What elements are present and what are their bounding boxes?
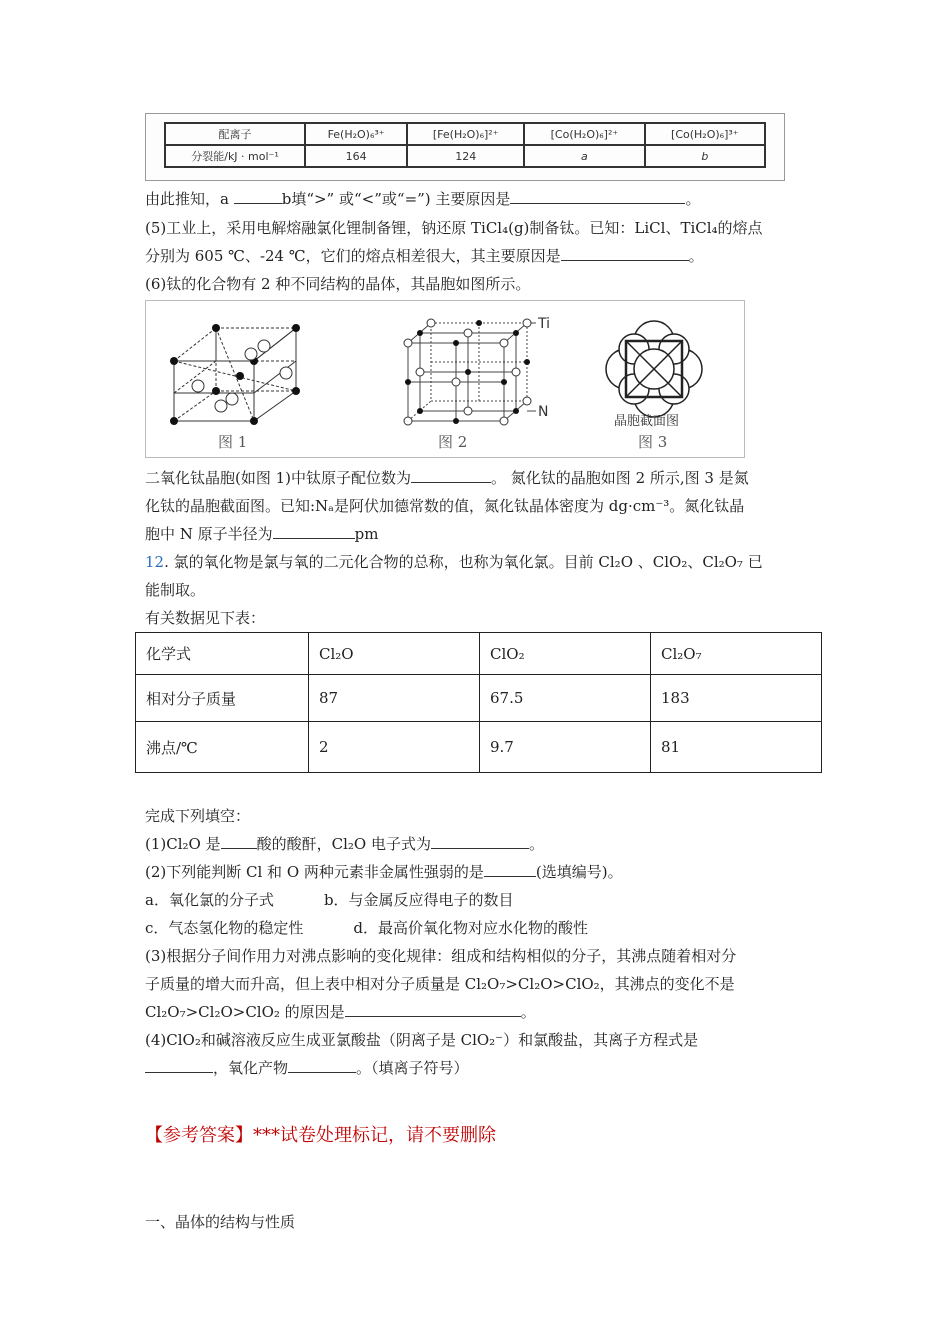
option-c: c．气态氢化物的稳定性 [145,919,304,937]
p2-text: (选填编号)。 [535,863,623,881]
options-ab [145,890,514,910]
fig1-rutile-cell [174,328,296,421]
table-cell: 87 [309,675,480,722]
q6-text: 二氧化钛晶胞(如图 1)中钛原子配位数为 [145,469,412,487]
table-row [136,722,822,773]
p4-text: ，氧化产物 [213,1059,289,1077]
split-energy-table-image [145,113,785,181]
fig2-n-label: N [538,404,549,420]
option-a: a．氧化氯的分子式 [145,891,274,909]
answer-blank [288,1058,356,1073]
q12-line1 [145,552,763,572]
table-cell: 沸点/℃ [136,722,309,773]
options-cd [145,918,588,938]
p1-text: (1)Cl₂O 是 [145,835,221,853]
q4-line [145,189,700,209]
table-cell: 164 [305,145,407,167]
table-header-cell: Fe(H₂O)₆³⁺ [305,123,407,145]
table-cell: 124 [407,145,524,167]
table-header-cell: 化学式 [136,633,309,675]
p3-line1: (3)根据分子间作用力对沸点影响的变化规律：组成和结构相似的分子，其沸点随着相对分 [145,947,737,965]
table-cell: 9.7 [480,722,651,773]
p3-line2: 子质量的增大而升高，但上表中相对分子质量是 Cl₂O₇>Cl₂O>ClO₂，其沸点的变化不是 [145,975,735,993]
q6-text-line2: 化钛的晶胞截面图。已知:Nₐ是阿伏加德常数的值，氮化钛晶体密度为 dg·cm⁻³。氮化钛晶 [145,497,745,515]
p2-line [145,862,623,882]
table-cell: a [524,145,644,167]
table-header-cell: [Co(H₂O)₆]³⁺ [645,123,765,145]
q5-text: 分别为 605 ℃、-24 ℃，它们的熔点相差很大，其主要原因是 [145,247,561,265]
answer-blank [221,834,257,849]
answer-blank [561,246,689,261]
section-title: 一、晶体的结构与性质 [145,1213,296,1231]
p4-text: 。（填离子符号） [356,1059,469,1077]
answer-blank [345,1002,521,1017]
fig3-cross-section [606,321,702,417]
answer-blank [484,862,536,877]
chlorine-oxide-table [135,632,822,773]
table-cell: b [645,145,765,167]
p2-text: (2)下列能判断 Cl 和 O 两种元素非金属性强弱的是 [145,863,484,881]
answer-blank [145,1058,213,1073]
q6-text: 胞中 N 原子半径为 [145,525,273,543]
q5-line1: (5)工业上，采用电解熔融氯化锂制备锂，钠还原 TiCl₄(g)制备钛。已知：LiCl、TiCl₄的熔点 [145,219,763,237]
answer-blank [273,524,355,539]
fig1-caption: 图 1 [218,433,248,451]
crystal-figures-svg [146,301,744,457]
q6-text: 。 氮化钛的晶胞如图 2 所示,图 3 是氮 [491,469,749,487]
p1-text: 酸的酸酐，Cl₂O 电子式为 [256,835,431,853]
p3-text: Cl₂O₇>Cl₂O>ClO₂ 的原因是 [145,1003,345,1021]
table-row-label: 分裂能/kJ · mol⁻¹ [165,145,305,167]
fig2-ti-label: Ti [538,316,551,332]
table-cell: 2 [309,722,480,773]
p3-line3 [145,1002,536,1022]
table-cell: 183 [651,675,822,722]
answer-blank [411,468,491,483]
q6-text-line3 [145,524,379,544]
fig3-caption: 图 3 [638,433,668,451]
q6-line: (6)钛的化合物有 2 种不同结构的晶体，其晶胞如图所示。 [145,275,531,293]
p1-line [145,834,544,854]
q6-text-line1 [145,468,749,488]
table-header-cell: [Fe(H₂O)₆]²⁺ [407,123,524,145]
table-cell: 67.5 [480,675,651,722]
question-number: 12 [145,553,165,571]
p4-line1: (4)ClO₂和碱溶液反应生成亚氯酸盐（阴离子是 ClO₂⁻）和氯酸盐，其离子方程式是 [145,1031,699,1049]
table-header-cell: ClO₂ [480,633,651,675]
p1-end: 。 [528,835,544,853]
option-d: d．最高价氧化物对应水化物的酸性 [353,919,589,937]
p3-end: 。 [520,1003,536,1021]
fill-title: 完成下列填空： [145,807,251,825]
table-header-cell: Cl₂O [309,633,480,675]
fig2-caption: 图 2 [438,433,468,451]
q6-text: pm [354,525,379,543]
table-cell: 相对分子质量 [136,675,309,722]
table-header-cell: [Co(H₂O)₆]²⁺ [524,123,644,145]
answer-blank [234,189,282,204]
table-row [136,675,822,722]
answer-blank [431,834,529,849]
q4-text: 由此推知，a [145,190,234,208]
q5-end: 。 [688,247,704,265]
fig3-label: 晶胞截面图 [614,414,680,429]
q12-line3: 有关数据见下表： [145,609,266,627]
fig2-atoms [404,319,531,425]
p4-line2 [145,1058,469,1078]
table-cell: 81 [651,722,822,773]
crystal-figures [145,300,745,458]
table-header-cell: 配离子 [165,123,305,145]
q12-line2: 能制取。 [145,581,206,599]
answer-heading: 【参考答案】***试卷处理标记，请不要删除 [145,1125,496,1146]
q4-end: 。 [685,190,701,208]
table-header-cell: Cl₂O₇ [651,633,822,675]
q4-text: b填“>” 或“<”或“=”) 主要原因是 [281,190,511,208]
q12-text: . 氯的氧化物是氯与氧的二元化合物的总称，也称为氧化氯。目前 Cl₂O 、ClO₂、Cl₂O₇ 已 [164,553,763,571]
option-b: b．与金属反应得电子的数目 [323,891,514,909]
q5-line2 [145,246,704,266]
answer-blank [510,189,685,204]
